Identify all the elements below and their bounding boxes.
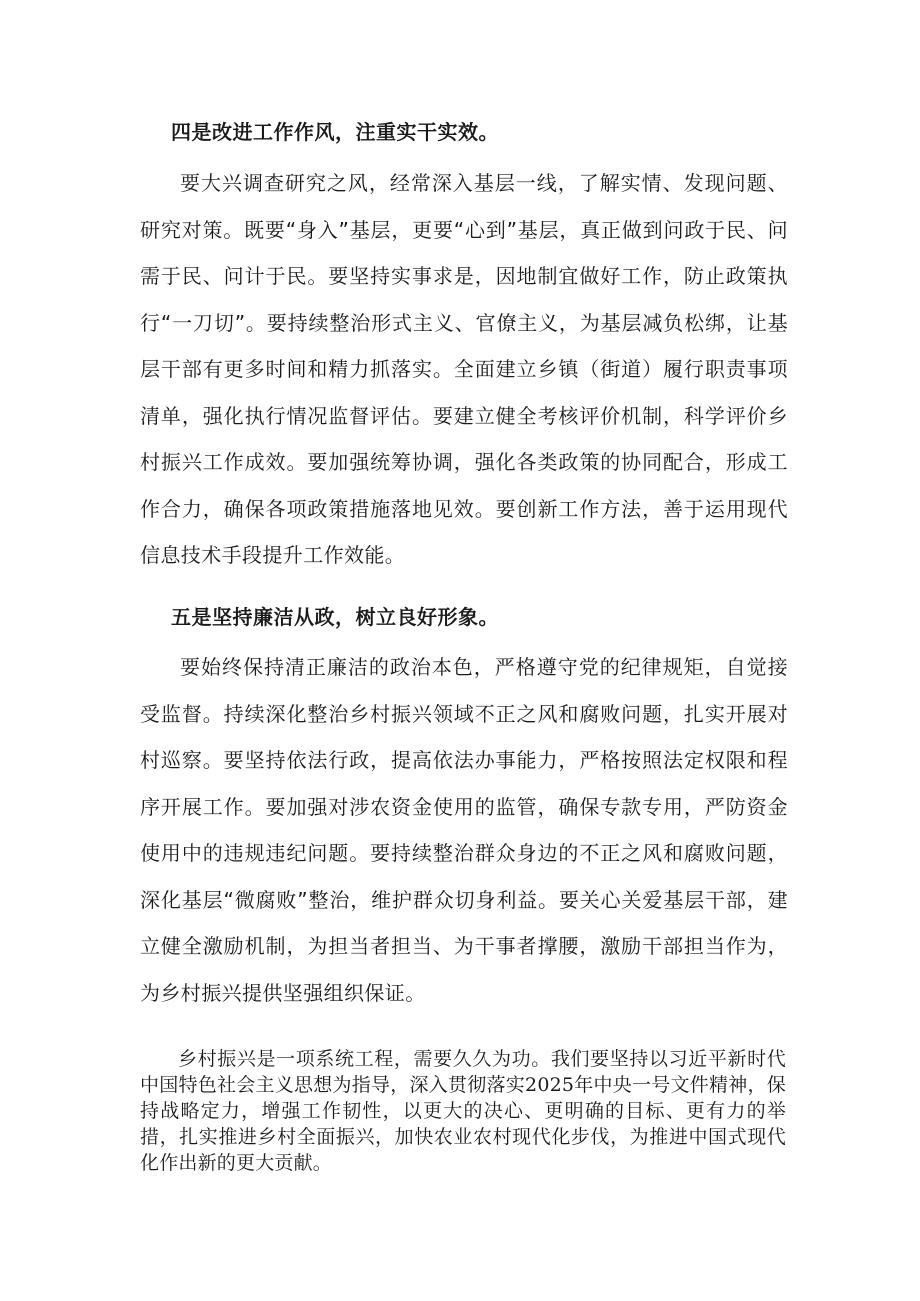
conclusion-paragraph: 乡村振兴是一项系统工程，需要久久为功。我们要坚持以习近平新时代中国特色社会主义思想为指导，深入贯彻落实2025年中央一号文件精神，保持战略定力，增强工作韧性，以更大的决心、更明确的目标、更有力的举措，扎实推进乡村全面振兴，加快农业农村现代化步伐，为推进中国式现代化作出新的更大贡献。 [140,1048,786,1174]
section-4-heading: 四是改进工作作风，注重实干实效。 [171,120,499,144]
section-5-paragraph: 要始终保持清正廉洁的政治本色，严格遵守党的纪律规矩，自觉接受监督。持续深化整治乡村振兴领域不正之风和腐败问题，扎实开展对村巡察。要坚持依法行政，提高依法办事能力，严格按照法定权限和程序开展工作。要加强对涉农资金使用的监管，确保专款专用，严防资金使用中的违规违纪问题。要持续整治群众身边的不正之风和腐败问题，深化基层“微腐败”整治，维护群众切身利益。要关心关爱基层干部，建立健全激励机制，为担当者担当、为干事者撑腰，激励干部担当作为，为乡村振兴提供坚强组织保证。 [140,655,788,1005]
section-4-paragraph: 要大兴调查研究之风，经常深入基层一线，了解实情、发现问题、研究对策。既要“身入”基层，更要“心到”基层，真正做到问政于民、问需于民、问计于民。要坚持实事求是，因地制宜做好工作，防止政策执行“一刀切”。要持续整治形式主义、官僚主义，为基层减负松绑，让基层干部有更多时间和精力抓落实。全面建立乡镇（街道）履行职责事项清单，强化执行情况监督评估。要建立健全考核评价机制，科学评价乡村振兴工作成效。要加强统筹协调，强化各类政策的协同配合，形成工作合力，确保各项政策措施落地见效。要创新工作方法，善于运用现代信息技术手段提升工作效能。 [140,171,788,567]
section-5-heading: 五是坚持廉洁从政，树立良好形象。 [171,605,499,629]
